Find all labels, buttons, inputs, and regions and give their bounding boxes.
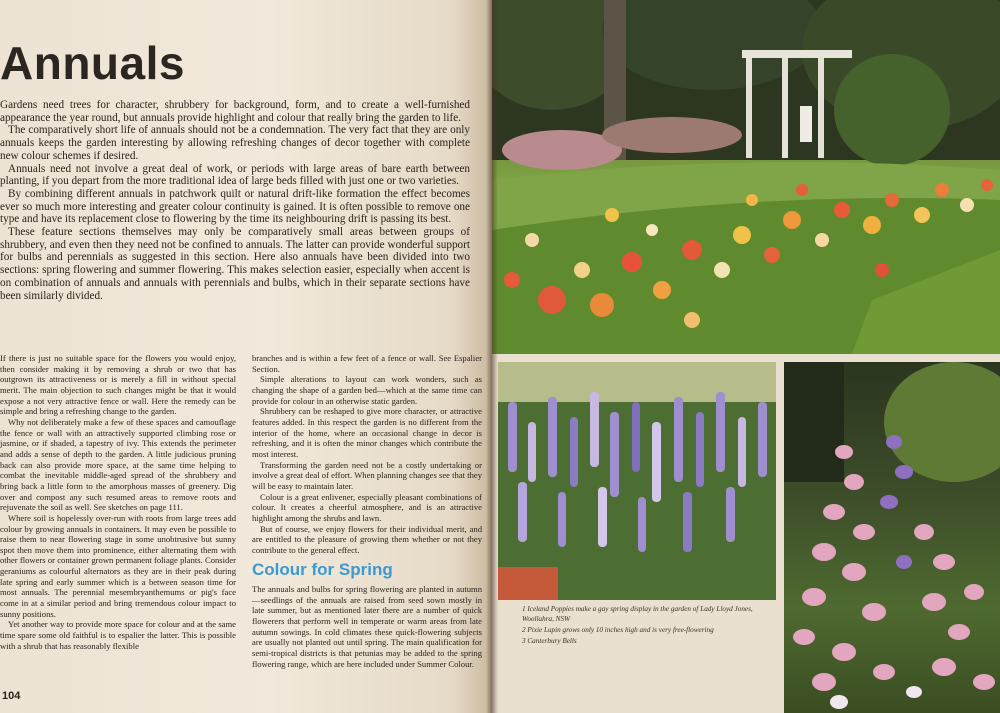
body-paragraph: If there is just no suitable space for the flowers you would enjoy, then consider making it by removing a shrub or two that has outgrown its attractiveness or is merely a fill in without special merit. The main objection to such changes might be that it would expose a not very attractive fence or wall. Here the remedy can be simple and bring a refreshing change to the garden. <box>0 353 236 417</box>
intro-paragraph: The comparatively short life of annuals should not be a condemnation. The very fact that they are only annuals keeps the garden interesting by allowing refreshing changes of decor together with complete new colour schemes if desired. <box>0 124 470 162</box>
page-title: Annuals <box>0 37 185 89</box>
intro-paragraph: Gardens need trees for character, shrubbery for background, form, and to create a well-furnished appearance the year round, but annuals provide highlight and colour that really bring the garden to life. <box>0 99 470 124</box>
left-page <box>0 0 492 713</box>
body-paragraph: Yet another way to provide more space for colour and at the same time spare some old faithful is to espalier the latter. This is possible with a shrub that has reasonably flexible <box>0 619 236 651</box>
body-paragraph: But of course, we enjoy flowers for their individual merit, and are entitled to the pleasure of growing them whether or not they contribute to the general effect. <box>252 523 482 555</box>
column-2-bottom <box>252 584 482 669</box>
caption: 2 Pixie Lupin grows only 10 inches high and is very free-flowering <box>522 626 714 634</box>
body-paragraph: Shrubbery can be reshaped to give more character, or attractive features added. In this respect the garden is no different from the interior of the home, where an occasional change in decor is refreshing, and it is often the minor changes which contribute the most interest. <box>252 406 482 459</box>
book-gutter <box>486 0 498 713</box>
column-2-top <box>252 353 482 555</box>
caption: 3 Canterbury Bells <box>522 637 577 645</box>
page-number: 104 <box>2 690 21 702</box>
section-subheading: Colour for Spring <box>252 560 393 580</box>
canterbury-bells-photo <box>784 362 1000 713</box>
body-paragraph: branches and is within a few feet of a fence or wall. See Espalier Section. <box>252 353 482 374</box>
intro-paragraph: Annuals need not involve a great deal of work, or periods with large areas of bare earth between planting, if you depart from the more traditional idea of large beds filled with just one or two varieties. <box>0 162 470 188</box>
body-paragraph: Why not deliberately make a few of these spaces and camouflage the fence or wall with an attractively supported climbing rose or jasmine, or if shaded, a tapestry of ivy. This extends the perimeter and adds a sense of depth to the garden. A little judicious pruning back can also provide more space, at the same time helping to combat the inevitable middle-aged spread of the shrubbery and bring back a little form to the amorphous masses of greenery. Dig over and compost any such resumed areas to remove roots and rejuvenate the soil as well. See sketches on page 111. <box>0 416 236 513</box>
body-paragraph: Where soil is hopelessly over-run with roots from large trees add colour by growing annuals in containers. It may even be possible to raise them to near flowering stage in some unobtrusive but sunny spot then move them into prominence, either alternating them with other flowers or container grown permanent foliage plants. Consider geraniums as colourful alternators as they are in their peak during late spring and early summer which is a between season time for most annuals. The perennial mesembryanthemums or pig's face come in at a similar period and bring tremendous colour impact to sunny positions. <box>0 512 236 619</box>
intro-paragraph: These feature sections themselves may only be comparatively small areas between groups of shrubbery, and even then they need not be confined to annuals. The latter can provide wonderful support for bulbs and perennials as suggested in this section. Here also annuals have been divided into two sections: spring flowering and summer flowering. This makes selection easier, especially when accent is on combination of annuals and annuals with perennials and bulbs, which in their separate sections have been similarly divided. <box>0 226 470 302</box>
body-paragraph: Colour is a great enlivener, especially pleasant combinations of colour. It creates a cheerful atmosphere, and is an attractive highlight among the shrubs and lawn. <box>252 491 482 523</box>
text-column-1 <box>0 353 236 651</box>
body-paragraph: The annuals and bulbs for spring flowering are planted in autumn—seedlings of the annuals are raised from seed sown mostly in late summer, but as mentioned later there are a number of quick flowerers that perform well in temperate or warm areas from late autumn sowings. In cold climates these quick-flowering subjects are usually not planted out until spring. The main qualification for semi-tropical districts is that petunias may be added to the spring flowering range, which are here included under Summer Colour. <box>252 584 482 669</box>
body-paragraph: Transforming the garden need not be a costly undertaking or involve a great deal of effort. When planning changes see that they will be easy to maintain later. <box>252 459 482 491</box>
iceland-poppies-photo <box>492 0 1000 354</box>
caption: 1 Iceland Poppies make a gay spring display in the garden of Lady Lloyd Jones, Woollahra, NSW <box>522 605 753 623</box>
pixie-lupin-photo <box>498 362 776 600</box>
intro-paragraph: By combining different annuals in patchwork quilt or natural drift-like formation the effect becomes ever so much more interesting and greater colour continuity is gained. It is often possible to remove one type and have its replacement close to flowering by the time its neighbouring drift is passing its best. <box>0 187 470 226</box>
text-column-2 <box>252 353 482 669</box>
body-paragraph: Simple alterations to layout can work wonders, such as changing the shape of a garden bed—which at the same time can provide for colour in an otherwise static garden. <box>252 374 482 406</box>
intro-text <box>0 99 470 302</box>
photo-captions <box>522 604 778 647</box>
right-page <box>492 0 1000 713</box>
